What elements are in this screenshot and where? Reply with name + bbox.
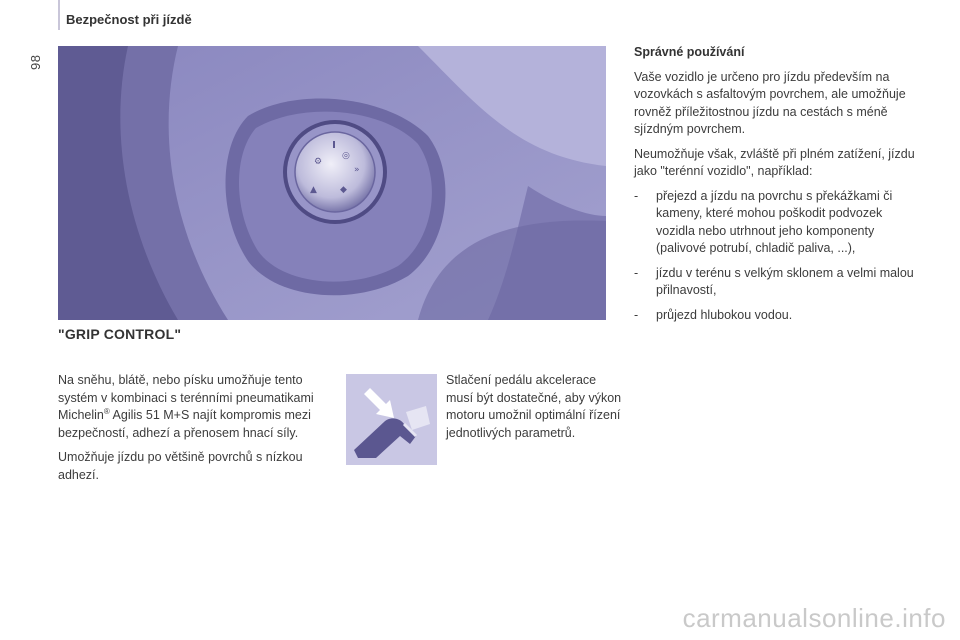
pedal-instruction: [446, 372, 622, 449]
pedal-instruction-text: Stlačení pedálu akcelerace musí být dostatečné, aby výkon motoru umožnil optimální řízení jednotlivých parametrů.: [446, 373, 622, 440]
correct-usage-heading: Správné používání: [634, 45, 745, 59]
svg-text:⚙: ⚙: [314, 157, 323, 167]
section-title: Bezpečnost při jízdě: [66, 12, 192, 27]
svg-text:◎: ◎: [342, 151, 350, 161]
grip-paragraph-2: Umožňuje jízdu po většině povrchů s nízkou adhezí.: [58, 450, 303, 482]
watermark: carmanualsonline.info: [682, 603, 946, 633]
usage-list: [634, 188, 919, 325]
svg-text:▲: ▲: [310, 185, 317, 195]
svg-text:»: »: [354, 165, 360, 175]
dashboard-illustration-svg: [58, 46, 606, 320]
svg-text:◆: ◆: [340, 185, 347, 195]
page-number: 98: [28, 54, 43, 70]
header-rule: [58, 0, 60, 30]
grip-paragraph-1: Na sněhu, blátě, nebo písku umožňuje tento systém v kombinaci s terénními pneumatikami Michelin® Agilis 51 M+S najít kompromis mezi bezpečností, adhezí a přenosem hnací síly.: [58, 373, 314, 440]
grip-description: [58, 372, 328, 491]
grip-control-dial-illustration: [58, 46, 606, 320]
correct-usage-section: [634, 44, 919, 331]
accelerator-pedal-icon: [346, 374, 437, 465]
usage-paragraph-2: Neumožňuje však, zvláště při plném zatížení, jízdu jako "terénní vozidlo", například:: [634, 146, 915, 178]
usage-paragraph-1: Vaše vozidlo je určeno pro jízdu především na vozovkách s asfaltovým povrchem, ale umožňuje rovněž příležitostnou jízdu na cestách s méně sjízdným povrchem.: [634, 69, 906, 136]
list-item: - přejezd a jízdu na povrchu s překážkami či kameny, které mohou poškodit podvozek vozidla nebo utrhnout jeho komponenty (palivové potrubí, chladič paliva, ...),: [634, 188, 919, 258]
grip-control-title: "GRIP CONTROL": [58, 326, 182, 342]
list-item: - jízdu v terénu s velkým sklonem a velmi malou přilnavostí,: [634, 265, 919, 300]
list-item: - průjezd hlubokou vodou.: [634, 307, 919, 325]
